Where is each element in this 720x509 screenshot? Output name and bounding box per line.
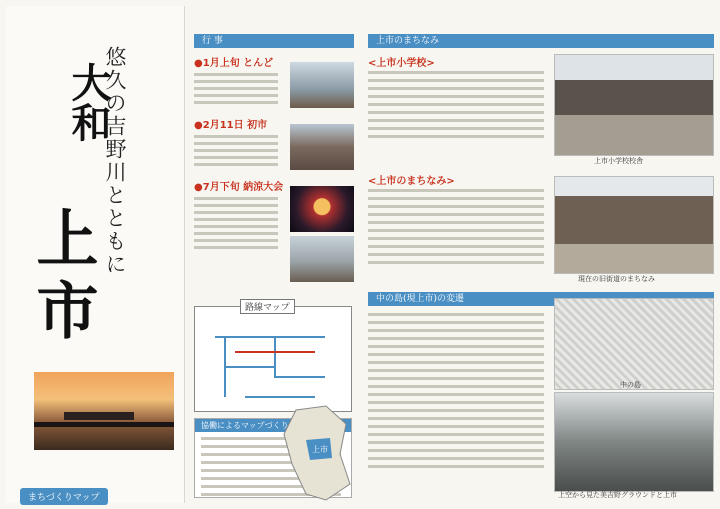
island-header: 中の島(現上市)の変遷 — [368, 292, 714, 306]
island-map-image — [554, 298, 714, 390]
caption-island: 中の島 — [620, 381, 641, 389]
caption-aerial: 上空から見た美吉野グラウンドと上市 — [558, 491, 677, 499]
bullet-icon: ● — [194, 58, 203, 69]
event-photo — [290, 186, 354, 232]
bullet-icon: ● — [194, 120, 203, 131]
island-text — [368, 308, 544, 473]
street-text — [368, 184, 544, 269]
route-map-title: 路線マップ — [240, 299, 295, 314]
school-text — [368, 66, 544, 143]
event-item — [194, 178, 354, 268]
caption-school: 上市小学校校舎 — [594, 157, 643, 165]
event-title: ●2月11日 初市 — [194, 120, 268, 131]
bridge-silhouette — [34, 422, 174, 427]
town-header: 上市のまちなみ — [368, 34, 714, 48]
route-map-diagram — [195, 307, 351, 411]
school-photo — [554, 54, 714, 156]
cover-tag: まちづくりマップ — [20, 488, 108, 505]
street-photo — [554, 176, 714, 274]
index-map — [276, 404, 356, 502]
sunset-photo — [34, 372, 174, 450]
cover-panel — [6, 6, 185, 503]
town-column — [368, 34, 714, 499]
event-item — [194, 54, 354, 110]
event-photo — [290, 236, 354, 282]
caption-street: 現在の旧街道のまちなみ — [578, 275, 655, 283]
event-item — [194, 116, 354, 172]
title-yamato: 大和 — [65, 62, 112, 142]
event-title: ●1月上旬 とんど — [194, 58, 274, 69]
events-header: 行 事 — [194, 34, 354, 48]
cover-poem: 悠久の吉野川とともに — [103, 46, 127, 276]
bullet-icon: ● — [194, 182, 203, 193]
route-map — [194, 303, 352, 412]
train-silhouette — [64, 412, 134, 420]
coop-header: 協働によるマップづくり — [195, 419, 351, 432]
event-title: ●7月下旬 納涼大会 — [194, 182, 284, 193]
event-photo — [290, 124, 354, 170]
title-kamiichi: 上市 — [26, 206, 99, 350]
school-title: <上市小学校> — [368, 58, 435, 69]
street-title: <上市のまちなみ> — [368, 176, 455, 187]
event-photo — [290, 62, 354, 108]
index-map-label: 上市 — [312, 445, 328, 454]
aerial-photo — [554, 392, 714, 492]
